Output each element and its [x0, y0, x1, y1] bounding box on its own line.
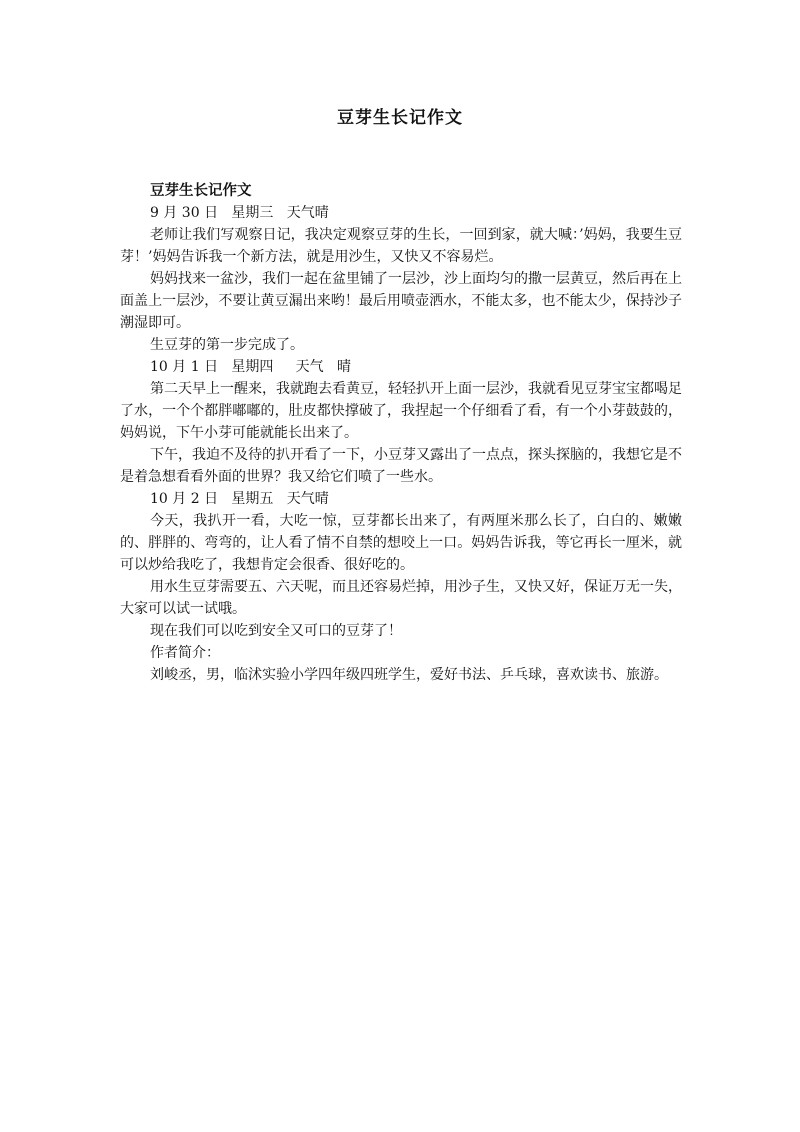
diary-date-line-3: 10 月 2 日 星期五 天气晴: [150, 491, 329, 507]
paragraph: 生豆芽的第一步完成了。: [150, 337, 304, 353]
paragraph: 现在我们可以吃到安全又可口的豆芽了！: [150, 623, 402, 639]
paragraph: 妈妈找来一盆沙，我们一起在盆里铺了一层沙，沙上面均匀的撒一层黄豆，然后再在上面盖上一层沙，不要让黄豆漏出来哟！最后用喷壶洒水，不能太多，也不能太少，保持沙子潮湿即可。: [120, 271, 682, 331]
document-title: 豆芽生长记作文: [337, 108, 463, 128]
paragraph: 老师让我们写观察日记，我决定观察豆芽的生长，一回到家，就大喊：’妈妈，我要生豆芽！’妈妈告诉我一个新方法，就是用沙生，又快又不容易烂。: [120, 227, 682, 265]
article-subtitle: 豆芽生长记作文: [150, 183, 252, 199]
diary-date-line-2: 10 月 1 日 星期四 天气 晴: [150, 359, 352, 375]
paragraph: 第二天早上一醒来，我就跑去看黄豆，轻轻扒开上面一层沙，我就看见豆芽宝宝都喝足了水，一个个都胖嘟嘟的，肚皮都快撑破了，我捏起一个仔细看了看，有一个小芽鼓鼓的，妈妈说，下午小芽可能就能长出来了。: [120, 381, 682, 441]
paragraph: 今天，我扒开一看，大吃一惊，豆芽都长出来了，有两厘米那么长了，白白的、嫩嫩的、胖胖的、弯弯的，让人看了情不自禁的想咬上一口。妈妈告诉我，等它再长一厘米，就可以炒给我吃了，我想肯定会很香、很好吃的。: [120, 513, 682, 573]
document-body: [120, 180, 682, 686]
author-intro-heading: 作者简介：: [150, 645, 220, 661]
paragraph: 下午，我迫不及待的扒开看了一下，小豆芽又露出了一点点，探头探脑的，我想它是不是着急想看看外面的世界？我又给它们喷了一些水。: [120, 447, 682, 485]
diary-date-line-1: 9 月 30 日 星期三 天气晴: [150, 205, 329, 221]
paragraph: 用水生豆芽需要五、六天呢，而且还容易烂掉，用沙子生，又快又好，保证万无一失，大家可以试一试哦。: [120, 579, 682, 617]
author-intro-text: 刘峻丞，男，临沭实验小学四年级四班学生，爱好书法、乒乓球，喜欢读书、旅游。: [150, 667, 668, 683]
